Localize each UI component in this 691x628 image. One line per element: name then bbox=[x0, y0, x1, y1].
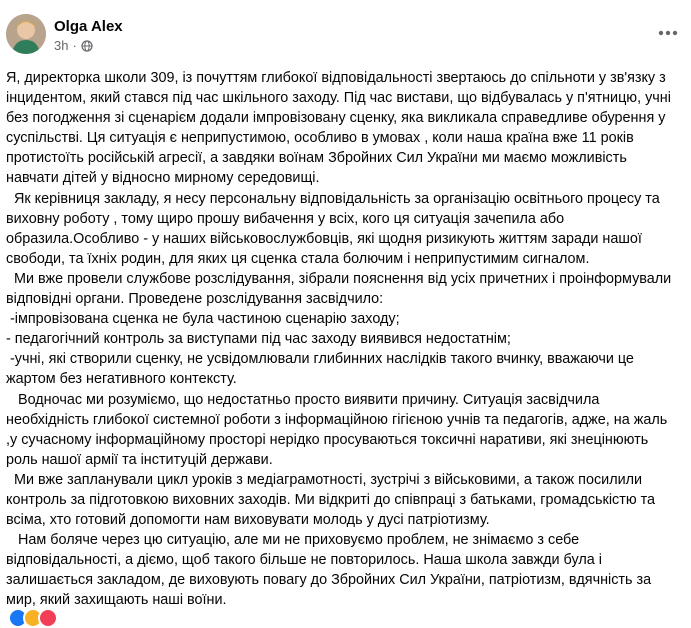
post-header bbox=[6, 14, 681, 58]
post-paragraph: Ми вже провели службове розслідування, зібрали пояснення від усіх причетних і проінформували відповідні органи. Проведене розслідування засвідчило: -імпровізована сценка не була частиною сценарію заходу; - педагогічний контроль за виступами під час заходу виявився недостатнім; -учні, які створили сценку, не усвідомлювали глибинних наслідків такого вчинку, вважаючи це жартом без негативного контексту. bbox=[6, 270, 672, 388]
reaction-icons[interactable] bbox=[8, 608, 53, 626]
post-time[interactable]: 3h bbox=[54, 38, 69, 53]
author-name[interactable]: Olga Alex bbox=[54, 18, 123, 35]
love-reaction-icon bbox=[38, 608, 58, 628]
meta-separator: · bbox=[72, 38, 77, 53]
post-paragraph: Водночас ми розуміємо, що недостатньо просто виявити причину. Ситуація засвідчила необхідність глибокої системної роботи з інформаційною гігієною учнів та педагогів, адже, на жаль ,у сучасному інформаційному просторі нерідко просуваються токсичні наративи, які знецінюють роль нашої армії та інституцій держави. bbox=[6, 391, 672, 468]
post-paragraph: Як керівниця закладу, я несу персональну відповідальність за організацію освітнього процесу та виховну роботу , тому щиро прошу вибачення у всіх, кого ця ситуація зачепила або образила.Особливо - у наших військовослужбовців, які щодня ризикують життям заради нашої свободи, та їхніх родин, для яких ця сценка стала болючим і неприпустимим сигналом. bbox=[6, 190, 664, 267]
avatar-photo bbox=[6, 14, 46, 54]
post-paragraph: Нам боляче через цю ситуацію, але ми не приховуємо проблем, не знімаємо з себе відповідальності, а діємо, щоб такого більше не повторилось. Наша школа завжди була і залишається закладом, де виховують повагу до Збройних Сил України, патріотизм, вдячність за мир, який захищають наші воїни. bbox=[6, 532, 656, 609]
post-paragraph: Ми вже запланували цикл уроків з медіаграмотності, зустрічі з військовими, а також посилили контроль за підготовкою виховних заходів. Ми відкриті до співпраці з батьками, громадськістю та всіма, хто готовий допомогти нам виховувати молодь у дусі патріотизму. bbox=[6, 471, 660, 529]
globe-icon[interactable] bbox=[81, 40, 93, 52]
post-body bbox=[6, 68, 682, 611]
post-paragraph: Я, директорка школи 309, із почуттям глибокої відповідальності звертаюсь до спільноти у зв'язку з інцидентом, який стався під час шкільного заходу. Під час вистави, що відбувалась у п'ятницю, учні без погодження зі сценарієм додали імпровізовану сценку, яка викликала справедливе обурення у суспільстві. Ця ситуація є неприпустимою, особливо в умовах , коли наша країна вже 11 років протистоїть російській агресії, а завдяки воїнам Збройних Сил України ми маємо можливість навчати дітей у відносно мирному середовищі. bbox=[6, 70, 675, 187]
more-options-button[interactable] bbox=[655, 20, 681, 46]
avatar[interactable] bbox=[6, 14, 46, 54]
post-meta bbox=[54, 38, 93, 53]
more-horizontal-icon bbox=[658, 30, 678, 36]
